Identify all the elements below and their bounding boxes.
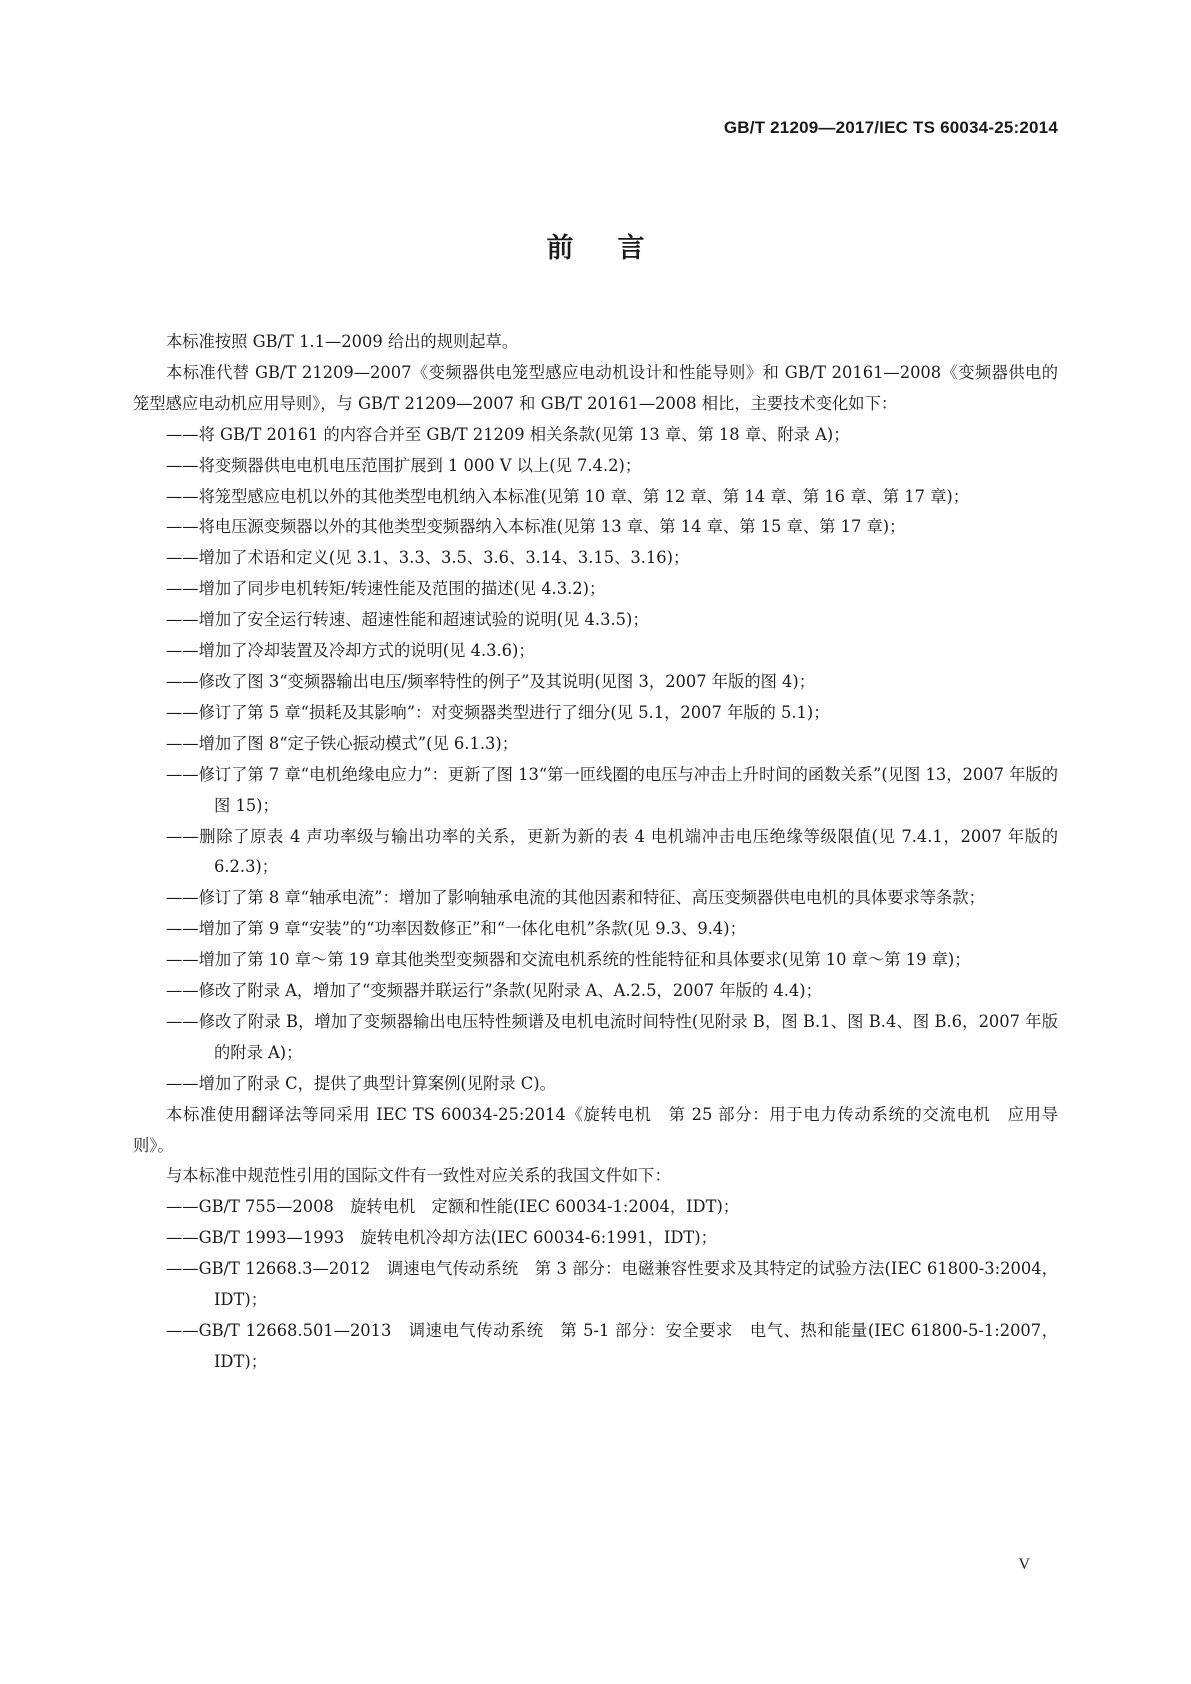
list-item: ——GB/T 12668.3—2012 调速电气传动系统 第 3 部分：电磁兼容性要求及其特定的试验方法(IEC 61800-3:2004，IDT)；	[166, 1259, 1058, 1310]
paragraph: 与本标准中规范性引用的国际文件有一致性对应关系的我国文件如下：	[166, 1166, 671, 1186]
list-item: ——GB/T 12668.501—2013 调速电气传动系统 第 5-1 部分：安全要求 电气、热和能量(IEC 61800-5-1:2007，IDT)；	[166, 1321, 1058, 1371]
list-item: ——增加了第 10 章～第 19 章其他类型变频器和交流电机系统的性能特征和具体要求(见第 10 章～第 19 章)；	[166, 950, 971, 970]
list-item: ——将 GB/T 20161 的内容合并至 GB/T 21209 相关条款(见第 13 章、第 18 章、附录 A)；	[166, 424, 850, 444]
paragraph: 本标准使用翻译法等同采用 IEC TS 60034-25:2014《旋转电机 第 25 部分：用于电力传动系统的交流电机 应用导则》。	[133, 1104, 1058, 1155]
list-item: ——增加了安全运行转速、超速性能和超速试验的说明(见 4.3.5)；	[166, 610, 649, 630]
list-item: ——修改了附录 B，增加了变频器输出电压特性频谱及电机电流时间特性(见附录 B，图 B.1、图 B.4、图 B.6，2007 年版的附录 A)；	[166, 1011, 1058, 1062]
list-item: ——增加了冷却装置及冷却方式的说明(见 4.3.6)；	[166, 641, 535, 661]
standard-code: GB/T 21209—2017/IEC TS 60034-25:2014	[723, 118, 1058, 137]
list-item: ——修订了第 7 章“电机绝缘电应力”：更新了图 13“第一匝线圈的电压与冲击上升时间的函数关系”(见图 13，2007 年版的图 15)；	[166, 764, 1058, 815]
list-item: ——GB/T 755—2008 旋转电机 定额和性能(IEC 60034-1:2004，IDT)；	[166, 1197, 740, 1217]
list-item: ——修订了第 5 章“损耗及其影响”：对变频器类型进行了细分(见 5.1，2007 年版的 5.1)；	[166, 702, 830, 722]
document-body	[133, 327, 1058, 1378]
list-item: ——增加了同步电机转矩/转速性能及范围的描述(见 4.3.2)；	[166, 579, 606, 599]
list-item: ——GB/T 1993—1993 旋转电机冷却方法(IEC 60034-6:1991，IDT)；	[166, 1228, 717, 1248]
list-item: ——将变频器供电电机电压范围扩展到 1 000 V 以上(见 7.4.2)；	[166, 455, 642, 475]
page-title: 前言	[546, 233, 689, 264]
paragraph: 本标准按照 GB/T 1.1—2009 给出的规则起草。	[166, 332, 519, 351]
list-item: ——将电压源变频器以外的其他类型变频器纳入本标准(见第 13 章、第 14 章、第 15 章、第 17 章)；	[166, 517, 906, 537]
page-number: V	[1018, 1556, 1030, 1573]
list-item: ——增加了图 8“定子铁心振动模式”(见 6.1.3)；	[166, 733, 518, 753]
list-item: ——将笼型感应电机以外的其他类型电机纳入本标准(见第 10 章、第 12 章、第 14 章、第 16 章、第 17 章)；	[166, 486, 970, 506]
list-item: ——增加了第 9 章“安装”的“功率因数修正”和“一体化电机”条款(见 9.3、9.4)；	[166, 919, 746, 939]
list-item: ——修改了附录 A，增加了“变频器并联运行”条款(见附录 A、A.2.5，2007 年版的 4.4)；	[166, 981, 822, 1001]
list-item: ——增加了术语和定义(见 3.1、3.3、3.5、3.6、3.14、3.15、3.16)；	[166, 548, 690, 568]
list-item: ——增加了附录 C，提供了典型计算案例(见附录 C)。	[166, 1073, 556, 1093]
list-item: ——删除了原表 4 声功率级与输出功率的关系，更新为新的表 4 电机端冲击电压绝缘等级限值(见 7.4.1，2007 年版的 6.2.3)；	[166, 826, 1058, 877]
paragraph: 本标准代替 GB/T 21209—2007《变频器供电笼型感应电动机设计和性能导则》和 GB/T 20161—2008《变频器供电的笼型感应电动机应用导则》，与 GB/T 21209—2007 和 GB/T 20161—2008 相比，主要技术变化如下：	[133, 362, 1058, 413]
list-item: ——修订了第 8 章“轴承电流”：增加了影响轴承电流的其他因素和特征、高压变频器供电电机的具体要求等条款；	[166, 888, 985, 908]
list-item: ——修改了图 3“变频器输出电压/频率特性的例子”及其说明(见图 3，2007 年版的图 4)；	[166, 671, 816, 691]
